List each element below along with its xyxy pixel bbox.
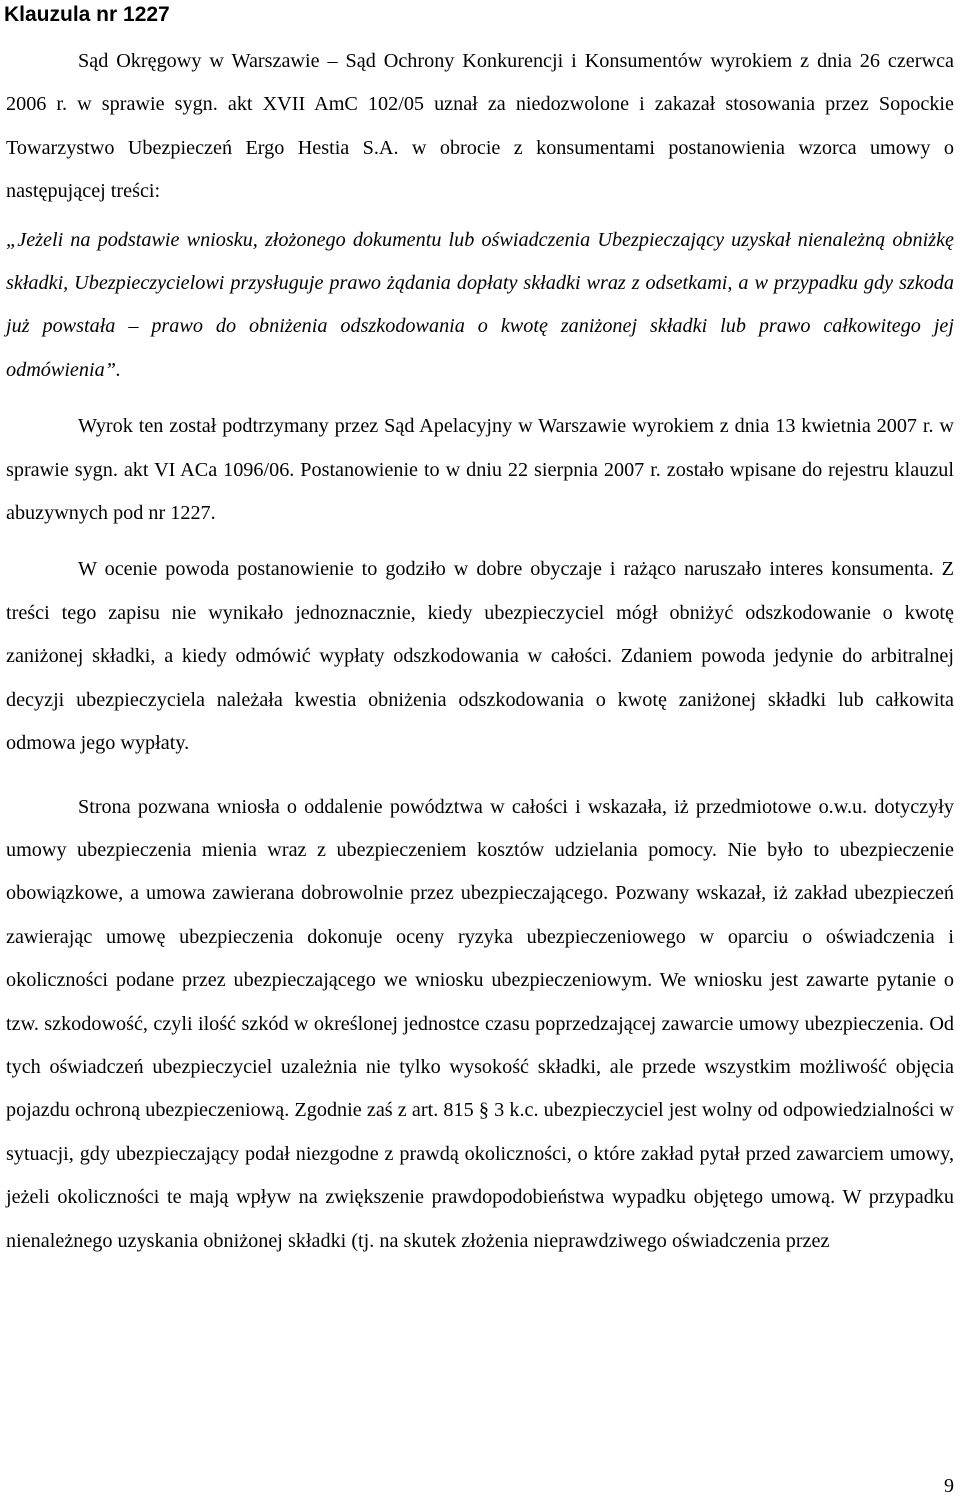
plaintiff-opinion-paragraph: W ocenie powoda postanowienie to godziło w dobre obyczaje i rażąco naruszało interes konsumenta. Z treści tego zapisu nie wynikało jednoznacznie, kiedy ubezpieczyciel mógł obniżyć odszkodowanie o kwotę zaniżonej składki, a kiedy odmówić wypłaty odszkodowania w całości. Zdaniem powoda jedynie do arbitralnej decyzji ubezpieczyciela należała kwestia obniżenia odszkodowania o kwotę zaniżonej składki lub całkowita odmowa jego wypłaty.: [6, 558, 954, 755]
appeal-paragraph: Wyrok ten został podtrzymany przez Sąd Apelacyjny w Warszawie wyrokiem z dnia 13 kwietnia 2007 r. w sprawie sygn. akt VI ACa 1096/06. Postanowienie to w dniu 22 sierpnia 2007 r. zostało wpisane do rejestru klauzul abuzywnych pod nr 1227.: [6, 415, 954, 525]
clause-quote-paragraph: „Jeżeli na podstawie wniosku, złożonego dokumentu lub oświadczenia Ubezpieczający uzyskał nienależną obniżkę składki, Ubezpieczycielowi przysługuje prawo żądania dopłaty składki wraz z odsetkami, a w przypadku gdy szkoda już powstała – prawo do obniżenia odszkodowania o kwotę zaniżonej składki lub prawo całkowitego jej odmówienia”.: [6, 228, 954, 381]
clause-heading: Klauzula nr 1227: [4, 3, 170, 26]
page-number: 9: [944, 1475, 954, 1497]
page-content: [6, 0, 954, 1263]
intro-paragraph: Sąd Okręgowy w Warszawie – Sąd Ochrony Konkurencji i Konsumentów wyrokiem z dnia 26 czerwca 2006 r. w sprawie sygn. akt XVII AmC 102/05 uznał za niedozwolone i zakazał stosowania przez Sopockie Towarzystwo Ubezpieczeń Ergo Hestia S.A. w obrocie z konsumentami postanowienia wzorca umowy o następującej treści:: [6, 50, 954, 203]
defendant-response-paragraph: Strona pozwana wniosła o oddalenie powództwa w całości i wskazała, iż przedmiotowe o.w.u. dotyczyły umowy ubezpieczenia mienia wraz z ubezpieczeniem kosztów udzielania pomocy. Nie było to ubezpieczenie obowiązkowe, a umowa zawierana dobrowolnie przez ubezpieczającego. Pozwany wskazał, iż zakład ubezpieczeń zawierając umowę ubezpieczenia dokonuje oceny ryzyka ubezpieczeniowego w oparciu o oświadczenia i okoliczności podane przez ubezpieczającego we wniosku ubezpieczeniowym. We wniosku jest zawarte pytanie o tzw. szkodowość, czyli ilość szkód w określonej jednostce czasu poprzedzającej zawarcie umowy ubezpieczenia. Od tych oświadczeń ubezpieczyciel uzależnia nie tylko wysokość składki, ale przede wszystkim możliwość objęcia pojazdu ochroną ubezpieczeniową. Zgodnie zaś z art. 815 § 3 k.c. ubezpieczyciel jest wolny od odpowiedzialności w sytuacji, gdy ubezpieczający podał niezgodne z prawdą okoliczności, o które zakład pytał przed zawarciem umowy, jeżeli okoliczności te mają wpływ na zwiększenie prawdopodobieństwa wypadku objętego umową. W przypadku nienależnego uzyskania obniżonej składki (tj. na skutek złożenia nieprawdziwego oświadczenia przez: [6, 795, 954, 1252]
